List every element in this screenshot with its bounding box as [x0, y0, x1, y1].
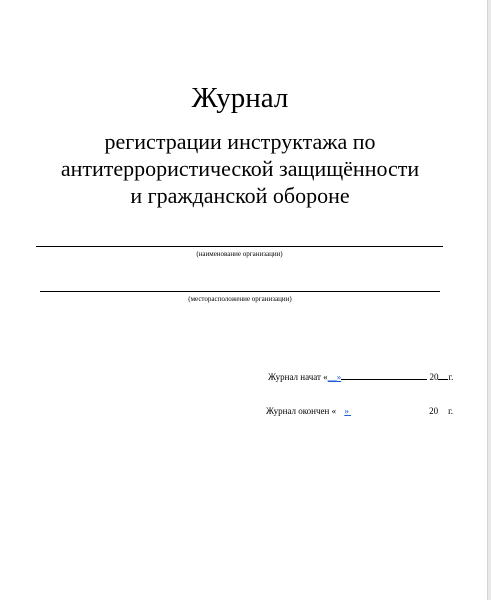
journal-start-line — [268, 370, 453, 383]
organization-name-caption: (наименование организации) — [196, 250, 283, 258]
journal-start-year-prefix: 20 — [429, 372, 439, 382]
journal-end-label: Журнал окончен « — [266, 406, 337, 416]
organization-name-line[interactable] — [36, 246, 443, 247]
journal-end-year-suffix: г. — [448, 406, 454, 416]
subtitle-line-3: и гражданской обороне — [130, 183, 350, 208]
journal-start-label: Журнал начат « — [268, 372, 328, 382]
journal-start-day-link[interactable]: __» — [327, 372, 342, 382]
journal-end-day-link[interactable]: » — [344, 406, 349, 416]
journal-end-year-prefix: 20 — [429, 406, 439, 416]
subtitle-line-1: регистрации инструктажа по — [104, 129, 376, 154]
journal-end-day-underline[interactable] — [349, 405, 355, 417]
document-subtitle — [0, 128, 480, 209]
journal-end-line — [266, 405, 453, 417]
document-title: Журнал — [191, 82, 289, 114]
organization-location-line[interactable] — [40, 291, 440, 292]
subtitle-line-2: антитеррористической защищённости — [60, 156, 420, 181]
journal-start-year-suffix: г. — [448, 372, 454, 382]
journal-start-year-blank[interactable] — [438, 370, 448, 380]
journal-start-month-blank[interactable] — [341, 370, 427, 380]
organization-location-caption: (месторасположение организации) — [188, 295, 292, 303]
organization-location-field[interactable] — [40, 291, 440, 304]
organization-name-field[interactable] — [36, 246, 443, 259]
page-edge-scrollbar — [487, 0, 491, 600]
